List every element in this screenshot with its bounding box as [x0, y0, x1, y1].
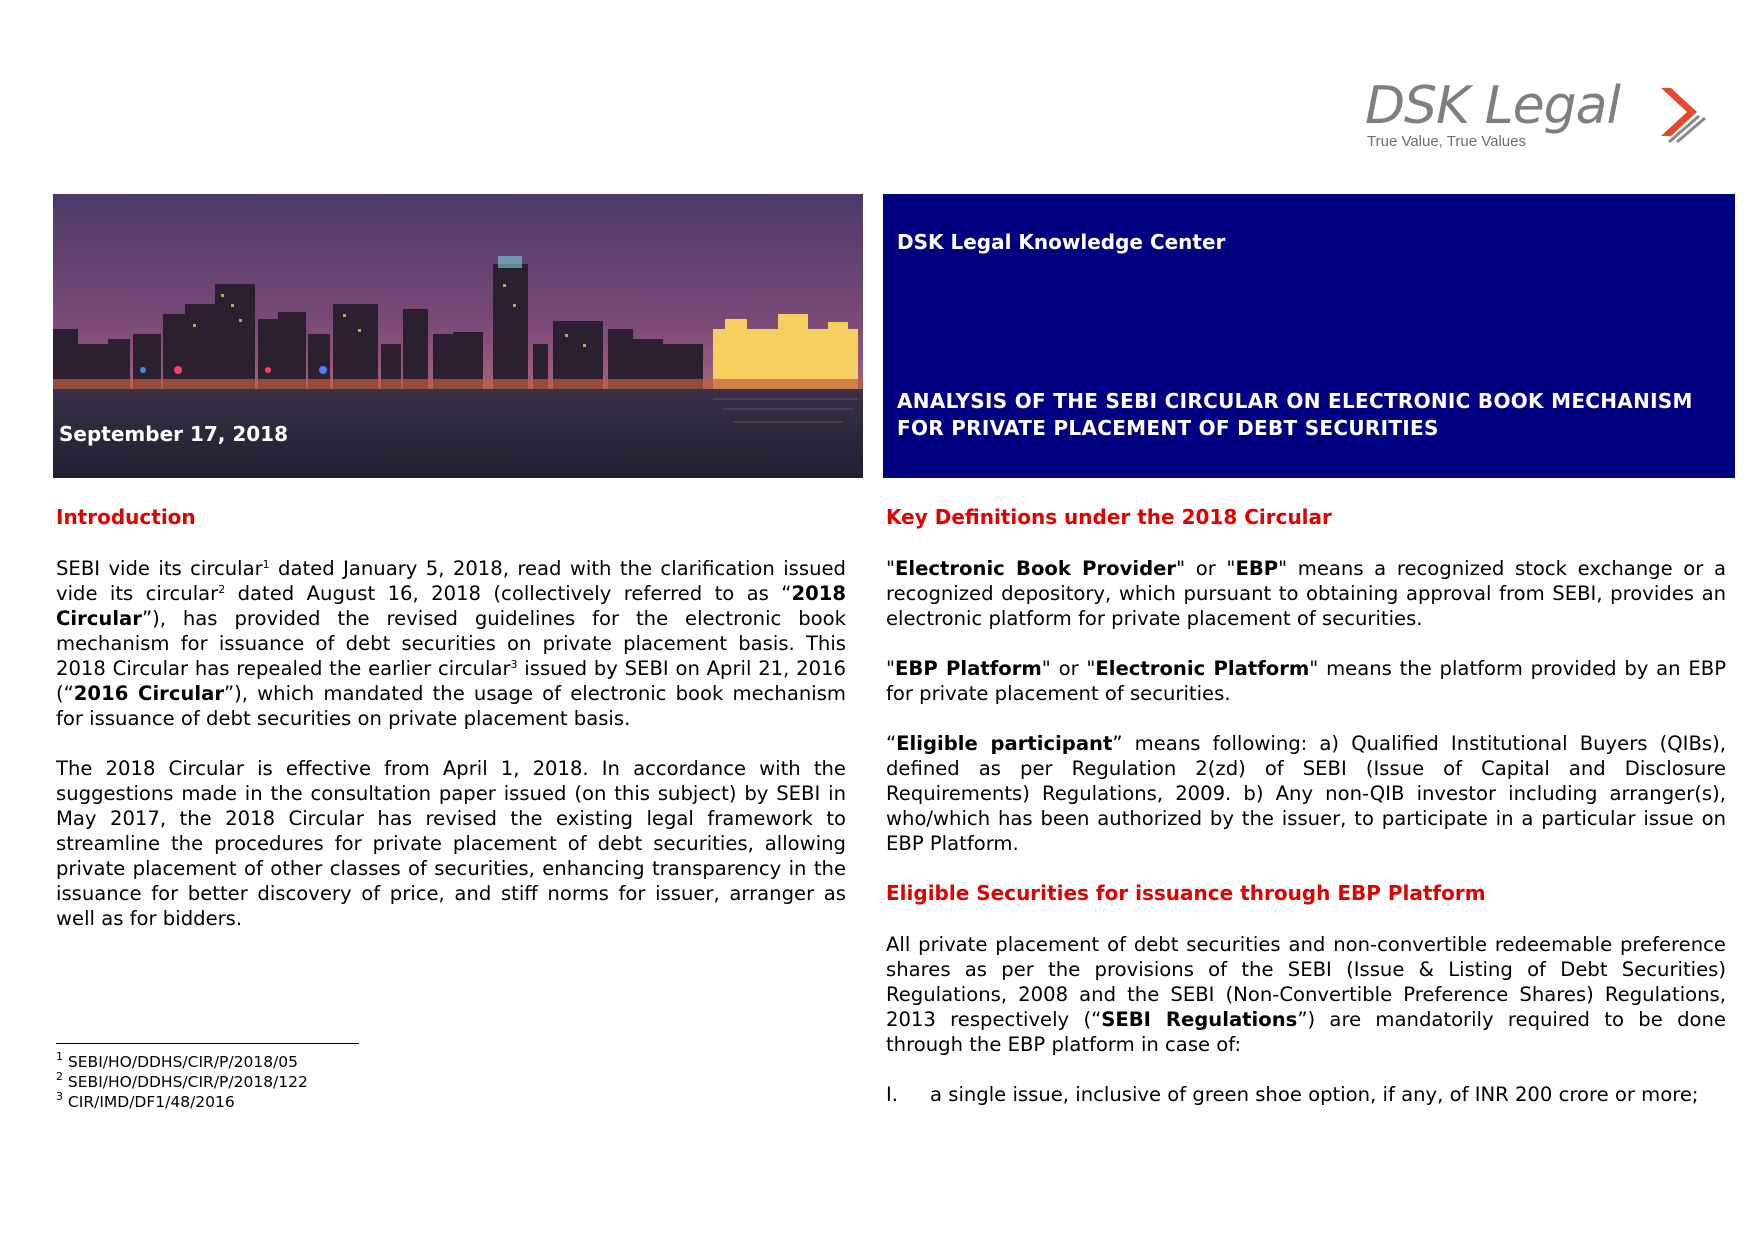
document-title: ANALYSIS OF THE SEBI CIRCULAR ON ELECTRONIC BOOK MECHANISM FOR PRIVATE PLACEMENT OF DEBT SECURITIES — [897, 389, 1693, 440]
footnotes — [56, 1052, 308, 1112]
introduction-heading: Introduction — [56, 505, 196, 529]
list-item-number: I. — [886, 1083, 899, 1106]
dsk-legal-logo — [1365, 76, 1715, 160]
footnote-divider — [56, 1043, 359, 1044]
footnote-3: $^3$ CIR/IMD/DF1/48/2016 — [56, 1090, 235, 1111]
skyline-photo — [53, 194, 863, 478]
eligible-securities-paragraph: All private placement of debt securities and non-convertible redeemable preference shares as per the provisions of the SEBI (Issue & Listing of Debt Securities) Regulations, 2008 and the SEBI (Non-Convertible Preference Shares) Regulations, 2013 respectively (“SEBI Regulations”) are mandatorily required to be done through the EBP platform in case of: — [886, 933, 1726, 1056]
list-item — [886, 1082, 1726, 1107]
definition-eligible-participant: “Eligible participant” means following: a) Qualified Institutional Buyers (QIBs), defined as per Regulation 2(zd) of SEBI (Issue of Capital and Disclosure Requirements) Regulations, 2009. b) Any non-QIB investor including arranger(s), who/which has been authorized by the issuer, to participate in a particular issue on EBP Platform. — [886, 732, 1726, 855]
right-column — [886, 505, 1726, 1107]
title-banner — [883, 194, 1735, 478]
publication-date: September 17, 2018 — [59, 422, 289, 446]
definition-ebp-platform: "EBP Platform" or "Electronic Platform" means the platform provided by an EBP for private placement of securities. — [886, 657, 1727, 705]
key-definitions-heading: Key Definitions under the 2018 Circular — [886, 505, 1332, 529]
knowledge-center-label: DSK Legal Knowledge Center — [897, 230, 1226, 254]
footnote-1: $^1$ SEBI/HO/DDHS/CIR/P/2018/05 — [56, 1050, 298, 1071]
logo-brand: DSK Legal — [1365, 76, 1620, 136]
intro-paragraph-1: SEBI vide its circular$^1$ dated January 5, 2018, read with the clarification issued vide its circular$^2$ dated August 16, 2018 (collectively referred to as “2018 Circular”), has provided the revised guidelines for the electronic book mechanism for issuance of debt securities on private placement basis. This 2018 Circular has repealed the earlier circular$^3$ issued by SEBI on April 21, 2016 (“2016 Circular”), which mandated the usage of electronic book mechanism for issuance of debt securities on private placement basis. — [56, 557, 846, 730]
footnote-2: $^2$ SEBI/HO/DDHS/CIR/P/2018/122 — [56, 1070, 308, 1091]
intro-paragraph-2: The 2018 Circular is effective from April 1, 2018. In accordance with the suggestions made in the consultation paper issued (on this subject) by SEBI in May 2017, the 2018 Circular has revised the existing legal framework to streamline the procedures for private placement of debt securities, allowing private placement of other classes of securities, enhancing transparency in the issuance for better discovery of price, and stiff norms for issuer, arranger as well as for bidders. — [56, 757, 846, 930]
logo-tagline: True Value, True Values — [1367, 133, 1526, 150]
chevron-logo-icon — [1657, 86, 1712, 144]
definition-ebp: "Electronic Book Provider" or "EBP" means a recognized stock exchange or a recognized depository, which pursuant to obtaining approval from SEBI, provides an electronic platform for private placement of securities. — [886, 557, 1726, 630]
eligible-securities-heading: Eligible Securities for issuance through EBP Platform — [886, 881, 1486, 905]
left-column — [56, 505, 846, 931]
list-item-text: a single issue, inclusive of green shoe option, if any, of INR 200 crore or more; — [930, 1083, 1699, 1106]
